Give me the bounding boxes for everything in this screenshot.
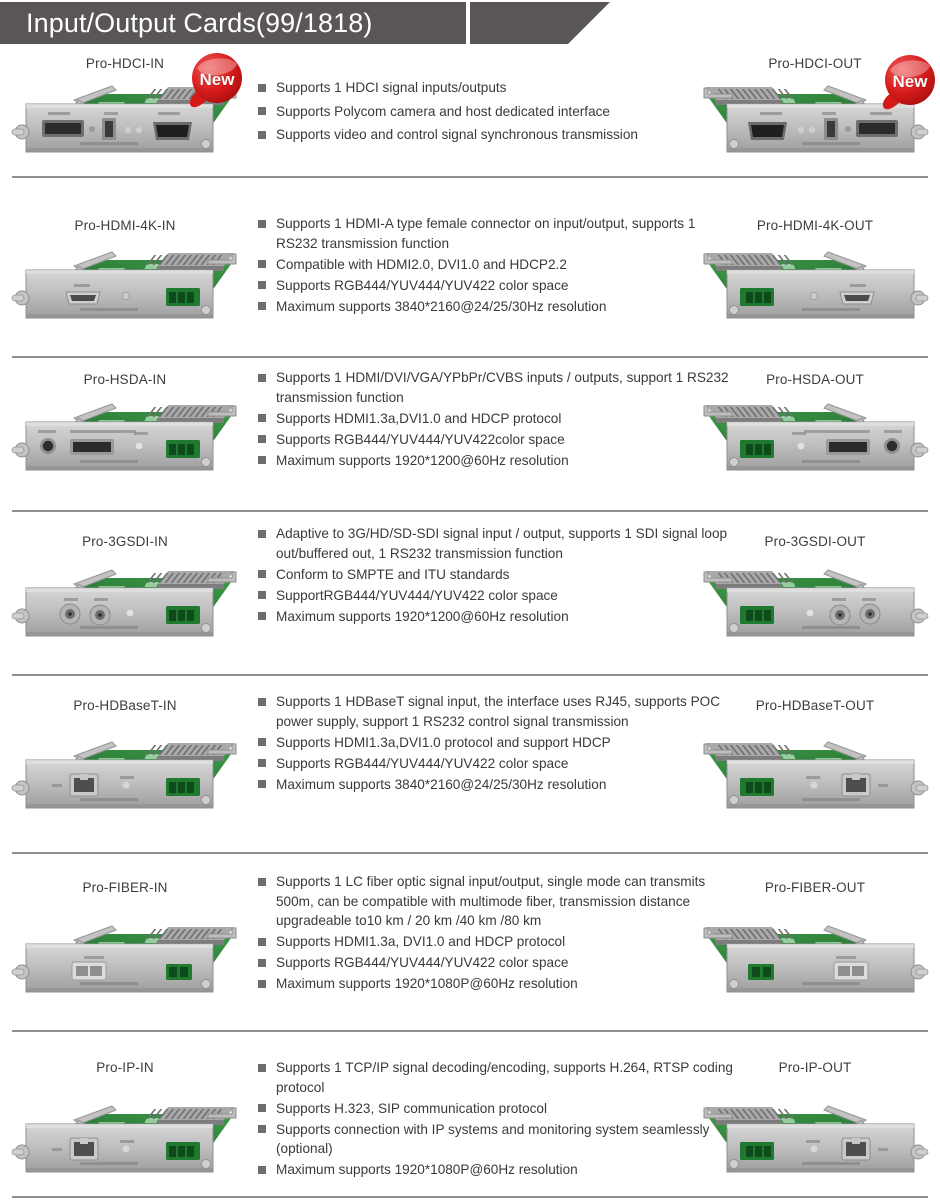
feature-item: Maximum supports 1920*1200@60Hz resolution (258, 451, 738, 471)
feature-item: Supports HDMI1.3a, DVI1.0 and HDCP protocol (258, 932, 738, 952)
section-divider (12, 852, 928, 854)
feature-item: Supports H.323, SIP communication protocol (258, 1099, 738, 1119)
feature-item: Supports RGB444/YUV444/YUV422 color space (258, 953, 738, 973)
svg-text:New: New (892, 72, 928, 91)
feature-list (258, 692, 738, 794)
feature-item: Supports HDMI1.3a,DVI1.0 protocol and support HDCP (258, 733, 738, 753)
card-label-output: Pro-3GSDI-OUT (764, 534, 866, 549)
card-label-input: Pro-HSDA-IN (83, 372, 167, 387)
card-label-input: Pro-3GSDI-IN (82, 534, 168, 549)
section-divider (12, 1030, 928, 1032)
card-label-input: Pro-FIBER-IN (82, 880, 168, 895)
feature-item: Supports 1 HDMI-A type female connector on input/output, supports 1 RS232 transmission function (258, 214, 738, 253)
card-label-output: Pro-HDMI-4K-OUT (756, 218, 874, 233)
card-image-input (8, 730, 238, 835)
feature-item: Supports RGB444/YUV444/YUV422 color space (258, 276, 738, 296)
card-label-output: Pro-HDBaseT-OUT (755, 698, 875, 713)
new-badge (185, 50, 245, 112)
card-image-input (8, 1094, 238, 1199)
section-divider (12, 674, 928, 676)
feature-item: Supports 1 TCP/IP signal decoding/encoding, supports H.264, RTSP coding protocol (258, 1058, 738, 1097)
section-divider (12, 1196, 928, 1198)
feature-list (258, 524, 738, 626)
section-divider (12, 356, 928, 358)
card-label-output: Pro-FIBER-OUT (764, 880, 866, 895)
product-section-fiber (0, 868, 940, 1040)
feature-item: Supports 1 HDMI/DVI/VGA/YPbPr/CVBS inputs / outputs, support 1 RS232 transmission function (258, 368, 738, 407)
card-image-input (8, 240, 238, 345)
feature-item: Maximum supports 3840*2160@24/25/30Hz resolution (258, 775, 738, 795)
product-section-hdci (0, 48, 940, 180)
card-label-input: Pro-HDBaseT-IN (73, 698, 177, 713)
feature-item: Supports 1 HDBaseT signal input, the interface uses RJ45, supports POC power supply, support 1 RS232 control signal transmission (258, 692, 738, 731)
card-image-input (8, 392, 238, 497)
card-image-input (8, 914, 238, 1019)
feature-item: Supports RGB444/YUV444/YUV422 color space (258, 754, 738, 774)
feature-list (258, 214, 738, 316)
feature-item: Supports 1 HDCI signal inputs/outputs (258, 78, 738, 98)
feature-item: Supports HDMI1.3a,DVI1.0 and HDCP protocol (258, 409, 738, 429)
section-divider (12, 510, 928, 512)
feature-list (258, 872, 738, 994)
card-label-output: Pro-HSDA-OUT (766, 372, 864, 387)
product-section-hdbaset (0, 688, 940, 848)
card-label-output: Pro-IP-OUT (778, 1060, 852, 1075)
page-header (0, 2, 610, 44)
svg-text:New: New (199, 70, 235, 89)
feature-item: Maximum supports 1920*1200@60Hz resolution (258, 607, 738, 627)
feature-item: Supports RGB444/YUV444/YUV422color space (258, 430, 738, 450)
feature-item: Supports 1 LC fiber optic signal input/output, single mode can transmits 500m, can be compatible with multimode fiber, transmission distance upgradeable to10 km / 20 km /40 km /80 km (258, 872, 738, 931)
card-image-input (8, 558, 238, 663)
feature-list (258, 1058, 738, 1180)
feature-list (258, 368, 738, 470)
feature-item: Supports Polycom camera and host dedicated interface (258, 102, 738, 122)
feature-item: SupportRGB444/YUV444/YUV422 color space (258, 586, 738, 606)
product-section-ip (0, 1044, 940, 1202)
feature-item: Maximum supports 1920*1080P@60Hz resolution (258, 1160, 738, 1180)
feature-list (258, 78, 738, 145)
feature-item: Maximum supports 1920*1080P@60Hz resolution (258, 974, 738, 994)
new-badge (878, 52, 938, 114)
feature-item: Adaptive to 3G/HD/SD-SDI signal input / output, supports 1 SDI signal loop out/buffered out, 1 RS232 transmission function (258, 524, 738, 563)
feature-item: Compatible with HDMI2.0, DVI1.0 and HDCP2.2 (258, 255, 738, 275)
card-label-input: Pro-HDMI-4K-IN (74, 218, 176, 233)
feature-item: Maximum supports 3840*2160@24/25/30Hz resolution (258, 297, 738, 317)
feature-item: Supports connection with IP systems and monitoring system seamlessly (optional) (258, 1120, 738, 1159)
product-section-3gsdi (0, 520, 940, 678)
feature-item: Conform to SMPTE and ITU standards (258, 565, 738, 585)
card-label-output: Pro-HDCI-OUT (768, 56, 862, 71)
page-title: Input/Output Cards(99/1818) (26, 8, 373, 38)
feature-item: Supports video and control signal synchronous transmission (258, 125, 738, 145)
section-divider (12, 176, 928, 178)
product-section-hsda (0, 366, 940, 514)
product-section-hdmi4k (0, 208, 940, 360)
card-label-input: Pro-HDCI-IN (85, 56, 165, 71)
card-label-input: Pro-IP-IN (96, 1060, 154, 1075)
header-divider (466, 2, 470, 44)
